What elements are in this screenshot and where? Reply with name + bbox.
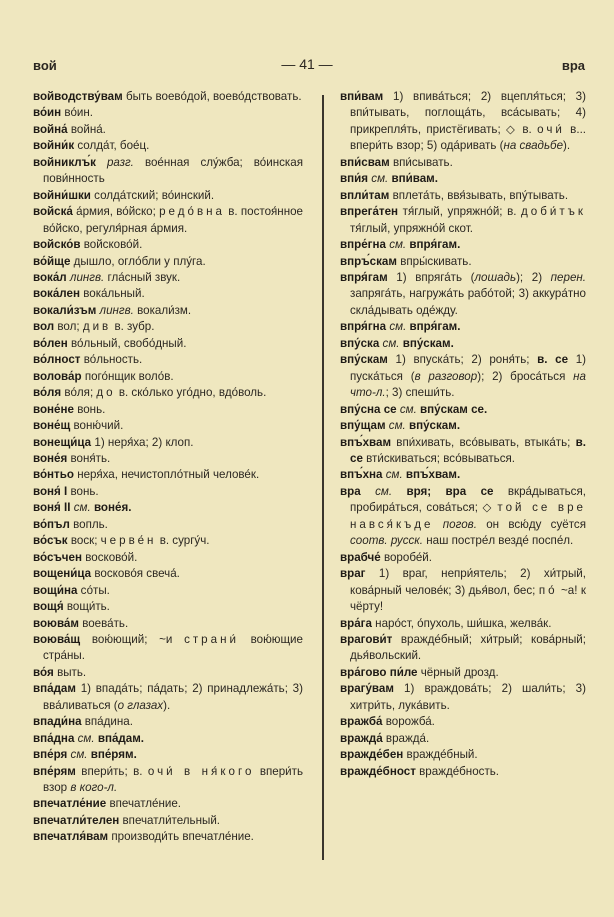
definition-text: ); 2): [516, 270, 551, 284]
definition-text: [392, 485, 406, 498]
headword: впади́на: [33, 715, 82, 729]
dictionary-entry: [33, 303, 303, 319]
headword: во́нтьо: [33, 468, 74, 482]
dictionary-entry: [33, 319, 303, 335]
definition-text: вою́ющие стра́ны.: [43, 632, 303, 663]
label-italic: лингв.: [69, 270, 105, 284]
label-italic: о глазах: [117, 698, 164, 712]
cross-reference: впря́гам.: [409, 238, 461, 252]
headword: впу́сна се: [340, 402, 397, 416]
headword: во́лен: [33, 336, 68, 350]
headword: во́ля: [33, 386, 62, 400]
label-italic: см.: [371, 172, 389, 186]
definition-text: 1) впива́ться; 2) вцепля́ться; 3) впи́тывать, поглоща́ть, вса́сывать; 4) прикрепля́ть, пристёгивать; ◇ в.: [350, 90, 586, 136]
dictionary-entry: [33, 336, 303, 352]
headword: впу́скам: [340, 353, 388, 367]
headword: вражде́бност: [340, 764, 416, 778]
dictionary-entry: [340, 418, 586, 434]
definition-text: дышло, огло́бли у плу́га.: [73, 254, 206, 268]
label-italic: соотв. русск.: [350, 534, 423, 548]
dictionary-entry: [33, 599, 303, 615]
label-italic: см.: [73, 501, 91, 515]
definition-text: вокали́зм.: [133, 303, 192, 317]
cross-reference: воне́я.: [93, 501, 132, 515]
dictionary-entry: [340, 254, 586, 270]
headword: впечатли́телен: [33, 813, 120, 827]
dictionary-entry: [340, 764, 586, 780]
definition-text: воск;: [70, 534, 101, 548]
definition-text: со́ты.: [80, 583, 110, 597]
definition-text: во́ин.: [64, 106, 93, 120]
definition-text: во́ля;: [64, 386, 97, 400]
definition-text: очи́ в ня́кого: [147, 764, 255, 778]
dictionary-entry: [33, 451, 303, 467]
dictionary-entry: [33, 500, 303, 516]
dictionary-entry: [340, 171, 586, 187]
dictionary-entry: [340, 731, 586, 747]
definition-text: 1) впуска́ть; 2) роня́ть;: [395, 353, 538, 367]
definition-text: вкра́дываться, пробира́ться, сова́ться; ◇: [350, 484, 586, 515]
dictionary-entry: [340, 550, 586, 566]
headword: впръ́скам: [340, 254, 397, 268]
headword: воня́ II: [33, 501, 71, 515]
headword: воюва́щ: [33, 632, 81, 646]
definition-text: быть воево́дой, воево́дствовать.: [125, 90, 302, 103]
dictionary-entry: [33, 105, 303, 121]
definition-text: вонь.: [70, 484, 99, 498]
dictionary-entry: [33, 517, 303, 533]
dictionary-entry: [33, 550, 303, 566]
right-column: [340, 89, 586, 780]
headword: впря́гна: [340, 320, 387, 334]
definition-text: производи́ть впечатле́ние.: [111, 830, 254, 844]
dictionary-entry: [33, 829, 303, 845]
dictionary-entry: [33, 352, 303, 368]
definition-text: [434, 518, 443, 531]
headword: вонещи́ца: [33, 435, 92, 449]
definition-text: воробе́й.: [383, 550, 432, 564]
definition-text: восково́я свеча́.: [94, 567, 180, 581]
headword: вражба́: [340, 715, 383, 729]
dictionary-entry: [33, 286, 303, 302]
definition-text: а́рмия, во́йско;: [76, 205, 160, 219]
label-italic: см.: [375, 484, 393, 498]
headword: впи́я: [340, 172, 369, 186]
label-italic: разг.: [106, 155, 134, 169]
definition-text: в. сургу́ч.: [156, 534, 210, 548]
headword: во́сък: [33, 534, 68, 548]
headword: войниклъ́к: [33, 155, 96, 169]
definition-text: впери́ть взор: [43, 764, 303, 795]
dictionary-entry: [33, 385, 303, 401]
headword: вока́л: [33, 270, 67, 284]
definition-text: впечатле́ние.: [109, 797, 182, 811]
definition-text: вти́скиваться; всо́вываться.: [362, 451, 516, 465]
headword: вра́га: [340, 616, 372, 630]
headword: впе́рям: [33, 764, 76, 778]
headword: вощи́на: [33, 583, 78, 597]
definition-text: в. ско́лько уго́дно, вдо́воль.: [115, 386, 267, 400]
definition-text: во́льность.: [83, 353, 143, 367]
dictionary-entry: [340, 616, 586, 632]
cross-reference: впе́рям.: [90, 748, 137, 762]
definition-text: впи́хивать, всо́вывать, втыка́ть;: [396, 435, 576, 449]
label-italic: в кого-л.: [70, 781, 118, 795]
dictionary-entry: [340, 467, 586, 483]
dictionary-entry: [340, 435, 586, 468]
definition-text: войсково́й.: [83, 238, 143, 252]
headword: впе́ря: [33, 748, 68, 762]
dictionary-entry: [340, 155, 586, 171]
dictionary-entry: [33, 89, 303, 105]
definition-text: в... впери́ть взор; 5) ода́ривать (: [350, 122, 587, 153]
definition-text: впи́сывать.: [392, 155, 453, 169]
headword: впи́свам: [340, 155, 390, 169]
headword: во́ин: [33, 106, 62, 120]
definition-text: страни́: [184, 632, 239, 646]
definition-text: вражде́бный.: [406, 748, 478, 762]
headword: вощени́ца: [33, 567, 92, 581]
definition-text: ).: [563, 139, 571, 153]
label-italic: см.: [388, 419, 406, 433]
cross-reference: впу́скам.: [408, 419, 461, 433]
definition-text: запряга́ть, нагружа́ть рабо́той; 3) аккура́тно скла́дывать оде́жду.: [350, 287, 586, 317]
definition-text: ворожба́.: [385, 715, 435, 729]
headword: впъ́хвам: [340, 435, 392, 449]
cross-reference: впу́скам се.: [420, 402, 488, 416]
definition-text: пого́нщик воло́в.: [84, 369, 174, 383]
headword: вока́лен: [33, 287, 80, 301]
column-divider: [322, 95, 324, 860]
dictionary-entry: [340, 188, 586, 204]
dictionary-entry: [340, 352, 586, 401]
dictionary-entry: [33, 369, 303, 385]
definition-text: впа́дина.: [84, 715, 133, 729]
dictionary-entry: [340, 237, 586, 253]
cross-reference: вря; вра се: [406, 484, 494, 498]
definition-text: вока́льный.: [83, 287, 145, 301]
dictionary-entry: [33, 714, 303, 730]
headword: вра́гово пи́ле: [340, 665, 418, 679]
headword: во́пъл: [33, 517, 70, 531]
definition-text: солда́тский; во́инский.: [94, 188, 215, 202]
guide-word-right: вра: [561, 58, 585, 73]
definition-text: 1) впряга́ть (: [396, 270, 475, 284]
definition-text: во́льный, свобо́дный.: [70, 336, 187, 350]
definition-text: ); 2) броса́ться: [477, 369, 574, 383]
dictionary-entry: [33, 566, 303, 582]
dictionary-entry: [33, 155, 303, 188]
definition-text: ).: [163, 698, 171, 712]
page-number: — 41 —: [281, 56, 333, 72]
dictionary-entry: [340, 319, 586, 335]
headword: впа́дна: [33, 731, 75, 745]
dictionary-entry: [33, 681, 303, 714]
label-italic: см.: [399, 402, 417, 416]
cross-reference: впу́скам.: [402, 336, 454, 350]
label-italic: погов.: [442, 517, 477, 531]
headword: воне́не: [33, 402, 74, 416]
headword: впря́гам: [340, 270, 388, 284]
dictionary-entry: [340, 566, 586, 615]
definition-text: в. постоя́нное во́йско, регуля́рная а́рмия.: [43, 205, 303, 235]
cross-reference: впи́вам.: [391, 172, 438, 186]
headword: вра: [340, 484, 361, 498]
definition-text: вое́нная слу́жба; во́инская пови́нность: [43, 155, 303, 186]
definition-text: он всю́ду суётся: [476, 517, 586, 531]
headword: воня́ I: [33, 484, 68, 498]
label-italic: см.: [389, 320, 407, 334]
dictionary-entry: [340, 270, 586, 319]
definition-text: вплета́ть, ввя́зывать, впу́тывать.: [392, 188, 569, 202]
definition-text: по́: [538, 583, 558, 597]
definition-text: воня́ть.: [70, 451, 111, 465]
headword: впре́гна: [340, 238, 386, 252]
definition-text: див: [82, 320, 112, 334]
dictionary-entry: [33, 731, 303, 747]
definition-text: черве́н: [100, 534, 157, 548]
label-italic: см.: [389, 238, 407, 252]
definition-text: 1) впада́ть; па́дать; 2) принадлежа́ть; 3) вва́ливаться (: [43, 682, 303, 712]
label-italic: на свадьбе: [503, 139, 564, 153]
dictionary-entry: [33, 533, 303, 549]
headword: вражда́: [340, 731, 383, 745]
definition-text: воева́ть.: [82, 616, 129, 630]
definition-text: очи́: [537, 122, 565, 136]
definition-text: вражда́.: [385, 731, 430, 745]
definition-text: впечатли́тельный.: [122, 813, 221, 827]
definition-text: доби́тък: [521, 205, 586, 219]
definition-text: ~а! к чёрту!: [350, 583, 586, 614]
definition-text: воню́чий.: [73, 419, 124, 433]
headword: вокали́зъм: [33, 303, 97, 317]
label-italic: лингв.: [99, 303, 134, 317]
label-italic: см.: [77, 731, 95, 745]
headword: врагови́т: [340, 632, 393, 646]
definition-text: вражде́бность.: [419, 764, 500, 778]
dictionary-entry: [33, 402, 303, 418]
headword: впу́щам: [340, 419, 386, 433]
definition-text: вражде́бный; хи́трый; кова́рный; дья́вольский.: [350, 632, 586, 663]
definition-text: наш постре́л везде́ поспе́л.: [423, 534, 574, 548]
label-italic: на что-л.: [350, 369, 586, 400]
dictionary-entry: [340, 632, 586, 665]
dictionary-entry: [33, 632, 303, 665]
headword: войска́: [33, 205, 73, 219]
headword: впъ́хна: [340, 468, 383, 482]
dictionary-entry: [340, 204, 586, 237]
dictionary-entry: [33, 138, 303, 154]
definition-text: восково́й.: [85, 550, 138, 564]
dictionary-entry: [33, 616, 303, 632]
headword: войни́к: [33, 139, 75, 153]
headword: впи́вам: [340, 90, 384, 103]
definition-text: 1) пуска́ться (: [350, 353, 587, 383]
headword: впу́ска: [340, 336, 380, 350]
definition-text: 1) враждова́ть; 2) шали́ть; 3) хитри́ть, лука́вить.: [350, 682, 586, 712]
headword: войни́шки: [33, 188, 91, 202]
headword: воне́я: [33, 451, 68, 465]
dictionary-entry: [340, 681, 586, 714]
definition-text: до: [96, 386, 116, 400]
definition-text: выть.: [57, 665, 87, 679]
dictionary-entry: [33, 665, 303, 681]
dictionary-entry: [33, 418, 303, 434]
cross-reference: в. се: [537, 353, 569, 367]
headword: волова́р: [33, 369, 82, 383]
dictionary-entry: [33, 796, 303, 812]
guide-word-left: вой: [33, 58, 57, 73]
headword: война́: [33, 122, 68, 136]
definition-text: вонь.: [77, 402, 106, 416]
label-italic: перен.: [550, 270, 586, 284]
dictionary-entry: [33, 813, 303, 829]
definition-text: вощи́ть.: [66, 600, 110, 614]
dictionary-entry: [340, 484, 586, 550]
dictionary-entry: [33, 484, 303, 500]
headword: вощя́: [33, 600, 64, 614]
definition-text: чёрный дрозд.: [420, 665, 499, 679]
headword: впечатле́ние: [33, 797, 107, 811]
dictionary-entry: [340, 402, 586, 418]
cross-reference: впъ́хвам.: [405, 468, 461, 482]
headword: вражде́бен: [340, 748, 404, 762]
definition-text: впры́скивать.: [400, 254, 472, 268]
headword: впли́там: [340, 188, 390, 202]
definition-text: вою́ющий; ~и: [91, 632, 185, 646]
definition-text: вопль.: [73, 517, 108, 531]
dictionary-entry: [33, 764, 303, 797]
cross-reference: впря́гам.: [409, 320, 461, 334]
dictionary-entry: [33, 467, 303, 483]
definition-text: тя́глый, упряжно́й; в.: [402, 205, 522, 219]
definition-text: солда́т, бое́ц.: [77, 139, 150, 153]
cross-reference: впа́дам.: [97, 731, 145, 745]
headword: воюва́м: [33, 616, 79, 630]
label-italic: в разговор: [414, 369, 478, 383]
dictionary-entry: [33, 237, 303, 253]
dictionary-entry: [340, 714, 586, 730]
dictionary-entry: [33, 583, 303, 599]
definition-text: тя́глый, упряжно́й скот.: [350, 221, 473, 235]
headword: враг: [340, 567, 366, 581]
dictionary-entry: [33, 188, 303, 204]
headword: впа́дам: [33, 682, 76, 696]
definition-text: наро́ст, о́пухоль, ши́шка, желва́к.: [375, 616, 552, 630]
dictionary-entry: [340, 336, 586, 352]
headword: воне́щ: [33, 419, 71, 433]
headword: врагу́вам: [340, 682, 394, 696]
definition-text: неря́ха, нечистопло́тный челове́к.: [77, 468, 260, 482]
definition-text: 1) враг, непри́ятель; 2) хи́трый, кова́рный челове́к; 3) дья́вол, бес;: [350, 567, 586, 597]
definition-text: ; 3) спеши́ть.: [385, 386, 455, 400]
definition-text: война́.: [70, 122, 106, 136]
dictionary-entry: [340, 747, 586, 763]
headword: вол: [33, 320, 55, 334]
dictionary-entry: [340, 89, 586, 155]
dictionary-entry: [33, 204, 303, 237]
dictionary-entry: [33, 747, 303, 763]
headword: во́лност: [33, 353, 81, 367]
headword: врабче́: [340, 550, 381, 564]
definition-text: 1) неря́ха; 2) клоп.: [94, 435, 194, 449]
definition-text: вол;: [57, 320, 83, 334]
dictionary-entry: [33, 254, 303, 270]
headword: впечатля́вам: [33, 830, 109, 844]
dictionary-entry: [33, 435, 303, 451]
label-italic: лошадь: [474, 270, 517, 284]
dictionary-entry: [33, 270, 303, 286]
headword: впрега́тен: [340, 205, 399, 219]
definition-text: той се вре нався́къде: [350, 501, 586, 531]
headword: войводству́вам: [33, 90, 123, 103]
label-italic: см.: [385, 468, 403, 482]
headword: во́я: [33, 665, 54, 679]
definition-text: в. зубр.: [111, 320, 155, 334]
dictionary-entry: [33, 122, 303, 138]
definition-text: редо́вна: [159, 205, 225, 219]
label-italic: см.: [382, 336, 400, 350]
definition-text: гла́сный звук.: [104, 270, 181, 284]
label-italic: см.: [70, 748, 88, 762]
headword: во́йще: [33, 254, 71, 268]
headword: войско́в: [33, 238, 81, 252]
dictionary-entry: [340, 665, 586, 681]
headword: во́съчен: [33, 550, 82, 564]
cross-reference: в. се: [350, 435, 586, 465]
left-column: [33, 89, 303, 846]
definition-text: впери́ть; в.: [81, 764, 148, 778]
